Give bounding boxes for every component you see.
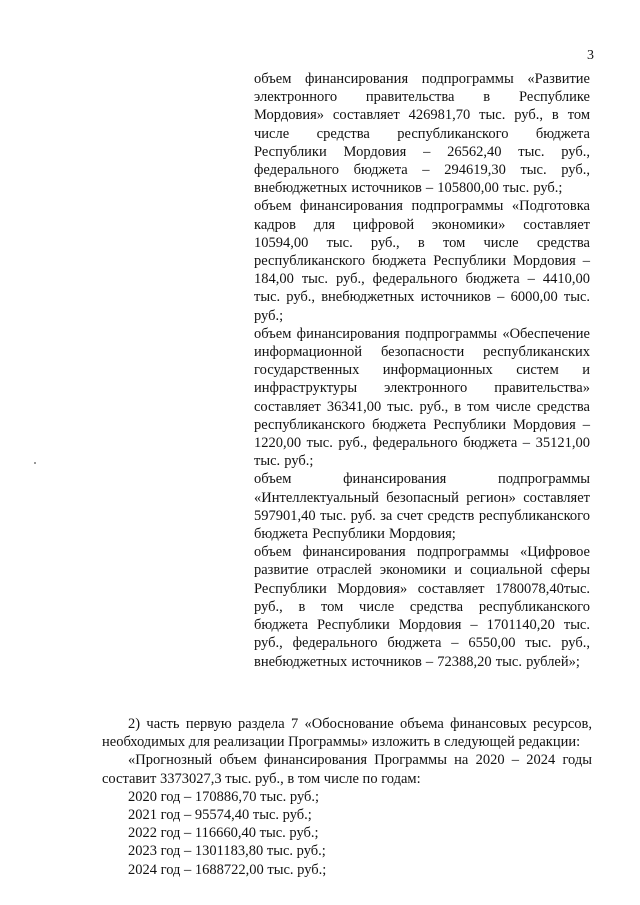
- forecast-paragraph: «Прогнозный объем финансирования Программы на 2020 – 2024 годы составит 3373027,3 тыс. руб., в том числе по годам:: [102, 752, 592, 787]
- paragraph-information-security: объем финансирования подпрограммы «Обеспечение информационной безопасности республиканских государственных информационных систем и инфраструктуры электронного правительства» составляет 36341,00 тыс. руб., в том числе средства республиканского бюджета Республики Мордовия – 1220,00 тыс. руб., федерального бюджета – 35121,00 тыс. руб.;: [254, 325, 590, 470]
- subprogram-financing-block: [254, 70, 590, 671]
- item-2-paragraph: 2) часть первую раздела 7 «Обоснование объема финансовых ресурсов, необходимых для реализации Программы» изложить в следующей редакции:: [102, 716, 592, 751]
- paragraph-intelligent-region: объем финансирования подпрограммы «Интеллектуальный безопасный регион» составляет 597901,40 тыс. руб. за счет средств республиканского бюджета Республики Мордовия;: [254, 471, 590, 543]
- list-item: 2022 год – 116660,40 тыс. руб.;: [128, 825, 319, 842]
- section-7-amendment: [102, 715, 592, 879]
- list-item: 2024 год – 1688722,00 тыс. руб.;: [128, 861, 327, 878]
- yearly-financing-list: [102, 788, 592, 879]
- paragraph-digital-development: объем финансирования подпрограммы «Цифровое развитие отраслей экономики и социальной сферы Республики Мордовия» составляет 1780078,40тыс. руб., в том числе средства республиканского бюджета Республики Мордовия – 1701140,20 тыс. руб., федерального бюджета – 6550,00 тыс. руб., внебюджетных источников – 72388,20 тыс. рублей»;: [254, 544, 590, 670]
- list-item: 2020 год – 170886,70 тыс. руб.;: [128, 788, 320, 805]
- paragraph-personnel-training: объем финансирования подпрограммы «Подготовка кадров для цифровой экономики» составляет 10594,00 тыс. руб., в том числе средства республиканского бюджета Республики Мордовия – 184,00 тыс. руб., федерального бюджета – 4410,00 тыс. руб., внебюджетных источников – 6000,00 тыс. руб.;: [254, 198, 590, 324]
- list-item: 2021 год – 95574,40 тыс. руб.;: [128, 807, 312, 824]
- paragraph-e-government: объем финансирования подпрограммы «Развитие электронного правительства в Республике Мордовия» составляет 426981,70 тыс. руб., в том числе средства республиканского бюджета Республики Мордовия – 26562,40 тыс. руб., федерального бюджета – 294619,30 тыс. руб., внебюджетных источников – 105800,00 тыс. руб.;: [254, 71, 590, 197]
- scan-speck: [34, 462, 36, 464]
- list-item: 2023 год – 1301183,80 тыс. руб.;: [128, 843, 326, 860]
- page-number: 3: [587, 48, 594, 63]
